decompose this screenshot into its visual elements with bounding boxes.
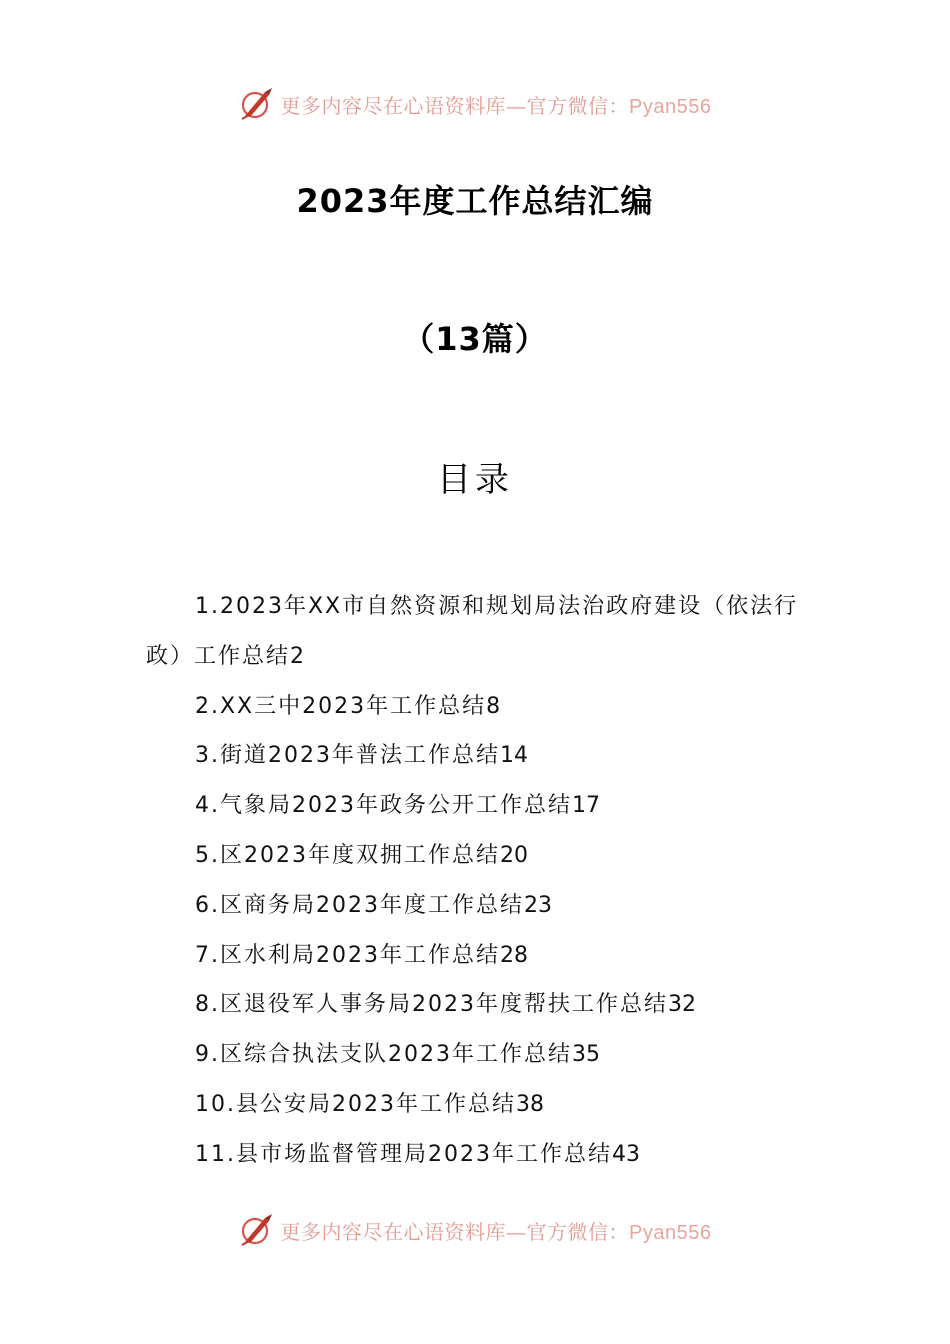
toc-item[interactable] — [146, 831, 810, 881]
banner-wechat-id: Pyan556 — [629, 95, 712, 118]
toc-item-label: 2.XX三中2023年工作总结 — [195, 693, 487, 719]
toc-item-label: 11.县市场监督管理局2023年工作总结 — [195, 1141, 612, 1167]
toc-item-page: 23 — [523, 892, 552, 918]
table-of-contents — [146, 582, 810, 1180]
toc-item-page: 38 — [515, 1091, 544, 1117]
document-title: 2023年度工作总结汇编 — [296, 182, 654, 220]
toc-item-label: 7.区水利局2023年工作总结 — [195, 942, 500, 968]
toc-item-page: 35 — [571, 1042, 600, 1068]
toc-item-page: 28 — [499, 942, 528, 968]
toc-item-page: 8 — [486, 693, 501, 719]
banner-message: 更多内容尽在心语资料库—官方微信： — [280, 93, 630, 118]
toc-heading: 目录 — [437, 460, 513, 500]
toc-item-label: 5.区2023年度双拥工作总结 — [195, 842, 500, 868]
toc-item-page: 32 — [667, 992, 696, 1018]
toc-item[interactable] — [146, 1080, 810, 1130]
toc-item-page: 43 — [611, 1141, 640, 1167]
toc-item-label: 6.区商务局2023年度工作总结 — [195, 892, 524, 918]
toc-item-label: 9.区综合执法支队2023年工作总结 — [195, 1042, 572, 1068]
toc-item[interactable] — [146, 980, 810, 1030]
toc-item-label: 1.2023年XX市自然资源和规划局法治政府建设（依法行政）工作总结 — [146, 594, 799, 669]
toc-item-label: 10.县公安局2023年工作总结 — [195, 1091, 516, 1117]
toc-item[interactable] — [146, 781, 810, 831]
toc-item[interactable] — [146, 682, 810, 732]
banner-text — [281, 90, 712, 119]
toc-item[interactable] — [146, 1130, 810, 1180]
toc-item-label: 3.街道2023年普法工作总结 — [195, 743, 500, 769]
toc-item[interactable] — [146, 881, 810, 931]
banner-text — [281, 1216, 712, 1245]
banner-wechat-id: Pyan556 — [629, 1221, 712, 1244]
quill-pen-logo-icon — [239, 1212, 275, 1248]
toc-item-label: 8.区退役军人事务局2023年度帮扶工作总结 — [195, 992, 668, 1018]
toc-item[interactable] — [146, 582, 810, 682]
toc-item-label: 4.气象局2023年政务公开工作总结 — [195, 793, 572, 819]
footer-banner — [0, 1208, 950, 1252]
document-count: （13篇） — [402, 320, 548, 358]
toc-item-page: 2 — [290, 643, 305, 669]
toc-item-page: 20 — [499, 842, 528, 868]
header-banner — [0, 82, 950, 126]
toc-item[interactable] — [146, 731, 810, 781]
banner-message: 更多内容尽在心语资料库—官方微信： — [280, 1219, 630, 1244]
toc-item-page: 17 — [571, 793, 600, 819]
toc-item-page: 14 — [499, 743, 528, 769]
quill-pen-logo-icon — [239, 86, 275, 122]
toc-item[interactable] — [146, 1030, 810, 1080]
toc-item[interactable] — [146, 931, 810, 981]
